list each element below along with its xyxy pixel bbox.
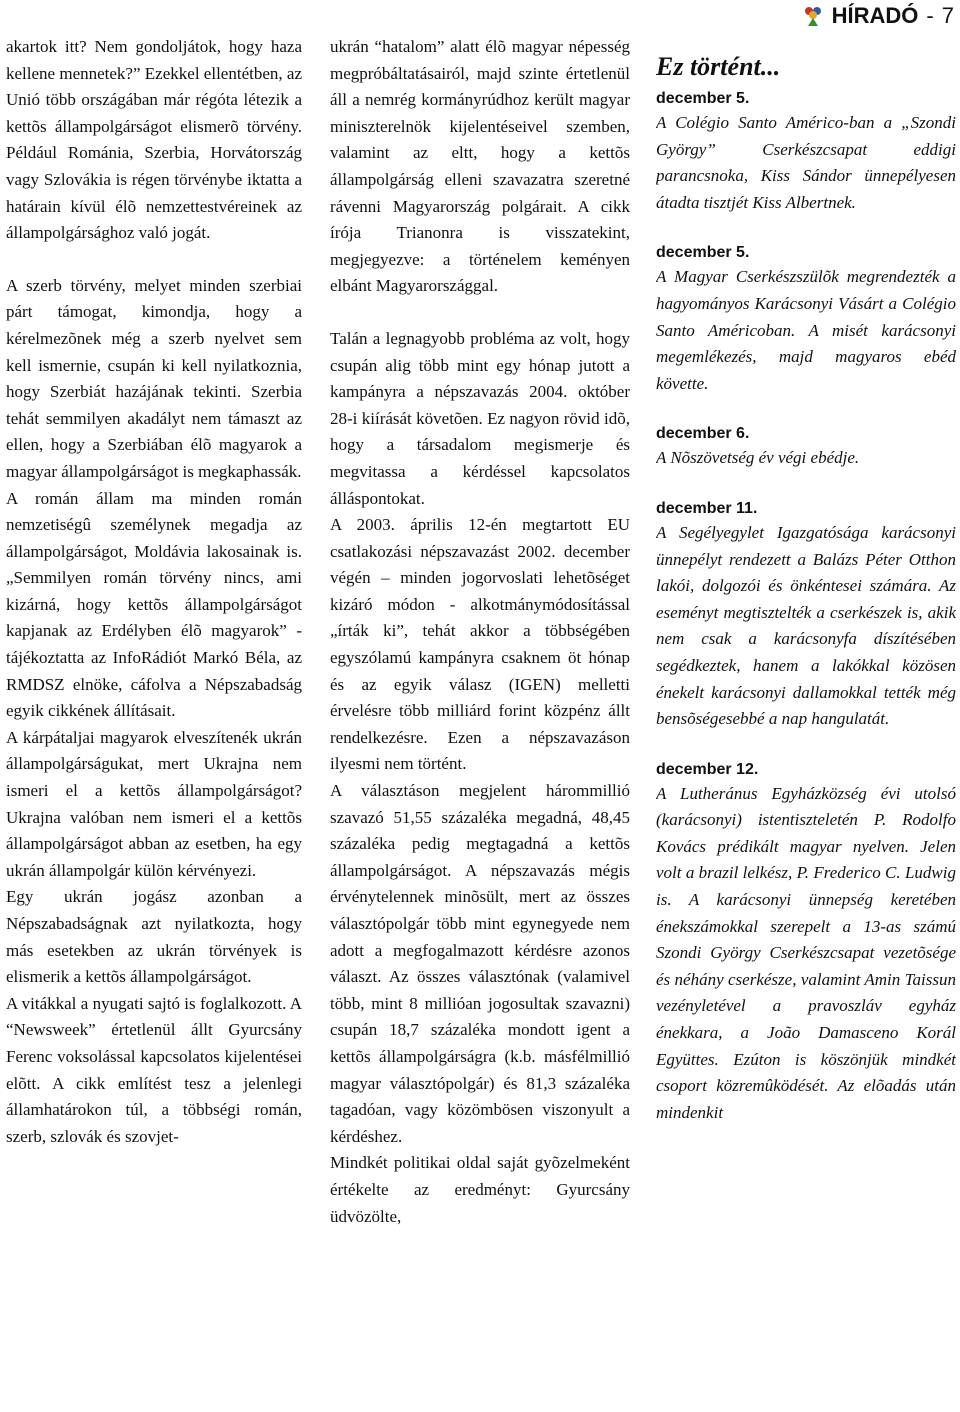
page-header	[802, 2, 954, 30]
paragraph: ukrán “hatalom” alatt élõ magyar népesség megpróbáltatásairól, majd szinte értetlenül áll a nemrég kormányrúdhoz került magyar miniszterelnök kijelentéseivel szemben, valamint az eltt, hogy a kettõs állampolgárság elleni szavazatra szeretné rávenni Magyarország polgárait. A cikk írója Trianonra is visszatekint, megjegyezve: a történelem keményen elbánt Magyarországgal.	[330, 37, 630, 296]
page-number: 7	[941, 3, 954, 28]
event-date: december 11.	[656, 499, 758, 517]
paragraph: Mindkét politikai oldal saját gyõzelmeként értékelte az eredményt: Gyurcsány üdvözölte,	[330, 1153, 630, 1226]
event-date: december 6.	[656, 425, 750, 443]
paragraph: A kárpátaljai magyarok elveszítenék ukrán állampolgárságukat, mert Ukrajna nem ismeri el a kettõs állampolgárságot? Ukrajna valóban nem ismeri el a kettõs állampolgárságot abban az esetben, ha egy ukrán állampolgár külön kérvényezi.	[6, 727, 302, 880]
event-date: december 12.	[656, 760, 759, 778]
paragraph: akartok itt? Nem gondoljátok, hogy haza kellene mennetek?” Ezekkel ellentétben, az Unió több országában már régóta létezik a kettõs állampolgárságot elismerõ törvény. Például Románia, Szerbia, Horvátország vagy Szlovákia is régen törvénybe iktatta a határain kívül élõ nemzettestvéreinek az állampolgársághoz való jogát.	[6, 37, 302, 243]
paragraph: A választáson megjelent hárommillió szavazó 51,55 százaléka megadná, 48,45 százaléka pedig megtagadná a kettõs állampolgárságot. A népszavazás mégis érvénytelennek minõsült, mert az összes választópolgár több mint egynegyede nem adott a megfogalmazott kérdésre azonos választ. Az összes választónak (valamivel több, mint 8 millióan jogosultak szavazni) csupán 18,7 százaléka mondott igent a kettõs állampolgárságra (k.b. másfélmillió magyar választópolgár) és 81,3 százaléka tagadóan, vagy közömbösen viszonyult a kérdéshez.	[330, 781, 630, 1146]
paragraph: Talán a legnagyobb probléma az volt, hogy csupán alig több mint egy hónap jutott a kampányra a népszavazás 2004. október 28-i kiírását követõen. Ez nagyon rövid idõ, hogy a társadalom megismerje és megvitassa a kérdéssel kapcsolatos álláspontokat.	[330, 328, 630, 508]
article-column-2	[330, 34, 630, 1394]
event-date: december 5.	[656, 244, 750, 262]
bouquet-icon	[802, 5, 824, 27]
paragraph: A szerb törvény, melyet minden szerbiai párt támogat, kimondja, hogy a kérelmezõnek még a szerb nyelvet sem kell ismernie, csupán ki kell nyilatkoznia, hogy Szerbiát hazájának tekinti. Szerbia tehát semmilyen akadályt nem támaszt az ellen, hogy a Szerbiában élõ magyarok a magyar állampolgárságot is megkaphassák.	[6, 275, 302, 481]
header-separator: -	[926, 3, 934, 28]
event-text: A Lutheránus Egyházközség évi utolsó (karácsonyi) istentiszteletén P. Rodolfo Kovács prédikált magyar nyelven. Jelen volt a brazil lelkész, P. Frederico C. Ludwig is. A karácsonyi ünnepség keretében énekszámokkal szerepelt a 13-as számú Szondi György Cserkészcsapat vezetõsége és néhány cserkésze, valamint Amin Taissun vezényletével a pravoszláv egyház énekkara, a João Damasceno Korál Együttes. Ezúton is köszönjük mindkét csoport közremûködését. Az elõadás után mindenkit	[656, 783, 956, 1122]
event-text: A Colégio Santo Américo-ban a „Szondi György” Cserkészcsapat eddigi parancsnoka, Kiss Sándor ünnepélyesen átadta tisztjét Kiss Albertnek.	[656, 113, 956, 212]
paragraph: A vitákkal a nyugati sajtó is foglalkozott. A “Newsweek” értetlenül állt Gyurcsány Ferenc voksolással kapcsolatos kijelentései elõtt. A cikk említést tesz a jelenlegi államhatárokon túl, a többségi román, szerb, szlovák és szovjet-	[6, 993, 302, 1146]
event-text: A Nõszövetség év végi ebédje.	[656, 448, 860, 468]
events-column	[656, 52, 956, 1412]
paragraph: A 2003. április 12-én megtartott EU csatlakozási népszavazást 2002. december végén – minden jogorvoslati lehetõséget kizáró módon - alkotmánymódosítással „írták ki”, tehát akkor a többségében egyszólamú kampányra csaknem öt hónap és az egyik válasz (IGEN) melletti érvelésre több milliárd forint közpénz állt rendelkezésre. Ezen a népszavazáson ilyesmi nem történt.	[330, 515, 630, 774]
paragraph: Egy ukrán jogász azonban a Népszabadságnak azt nyilatkozta, hogy más esetekben az ukrán törvények is elismerik a kettõs állampolgárságot.	[6, 887, 302, 987]
paragraph: A román állam ma minden román nemzetiségû személynek megadja az állampolgárságot, Moldávia lakosainak is. „Semmilyen román törvény nincs, ami kizárná, hogy kettõs állampolgárságot kapjanak az Erdélyben élõ magyarok” - tájékoztatta az InfoRádiót Markó Béla, az RMDSZ elnöke, cáfolva a Népszabadság egyik cikkének állításait.	[6, 488, 302, 721]
event-date: december 5.	[656, 90, 750, 107]
section-kicker: Ez történt...	[656, 52, 781, 81]
article-column-1	[6, 34, 302, 1394]
event-text: A Segélyegylet Igazgatósága karácsonyi ünnepélyt rendezett a Balázs Péter Otthon lakói, dolgozói és önkéntesei számára. Az eseményt megtisztelték a cserkészek is, akik nem csak a karácsonyfa díszítésében segédkeztek, hanem a lakókkal közösen énekelt karácsonyi dallamokkal tették még bensõségesebbé a nap hangulatát.	[656, 522, 956, 729]
event-text: A Magyar Cserkészszülõk megrendezték a hagyományos Karácsonyi Vásárt a Colégio Santo Américoban. A misét karácsonyi megemlékezés, majd magyaros ebéd követte.	[656, 267, 956, 393]
publication-title: HÍRADÓ	[831, 3, 919, 28]
